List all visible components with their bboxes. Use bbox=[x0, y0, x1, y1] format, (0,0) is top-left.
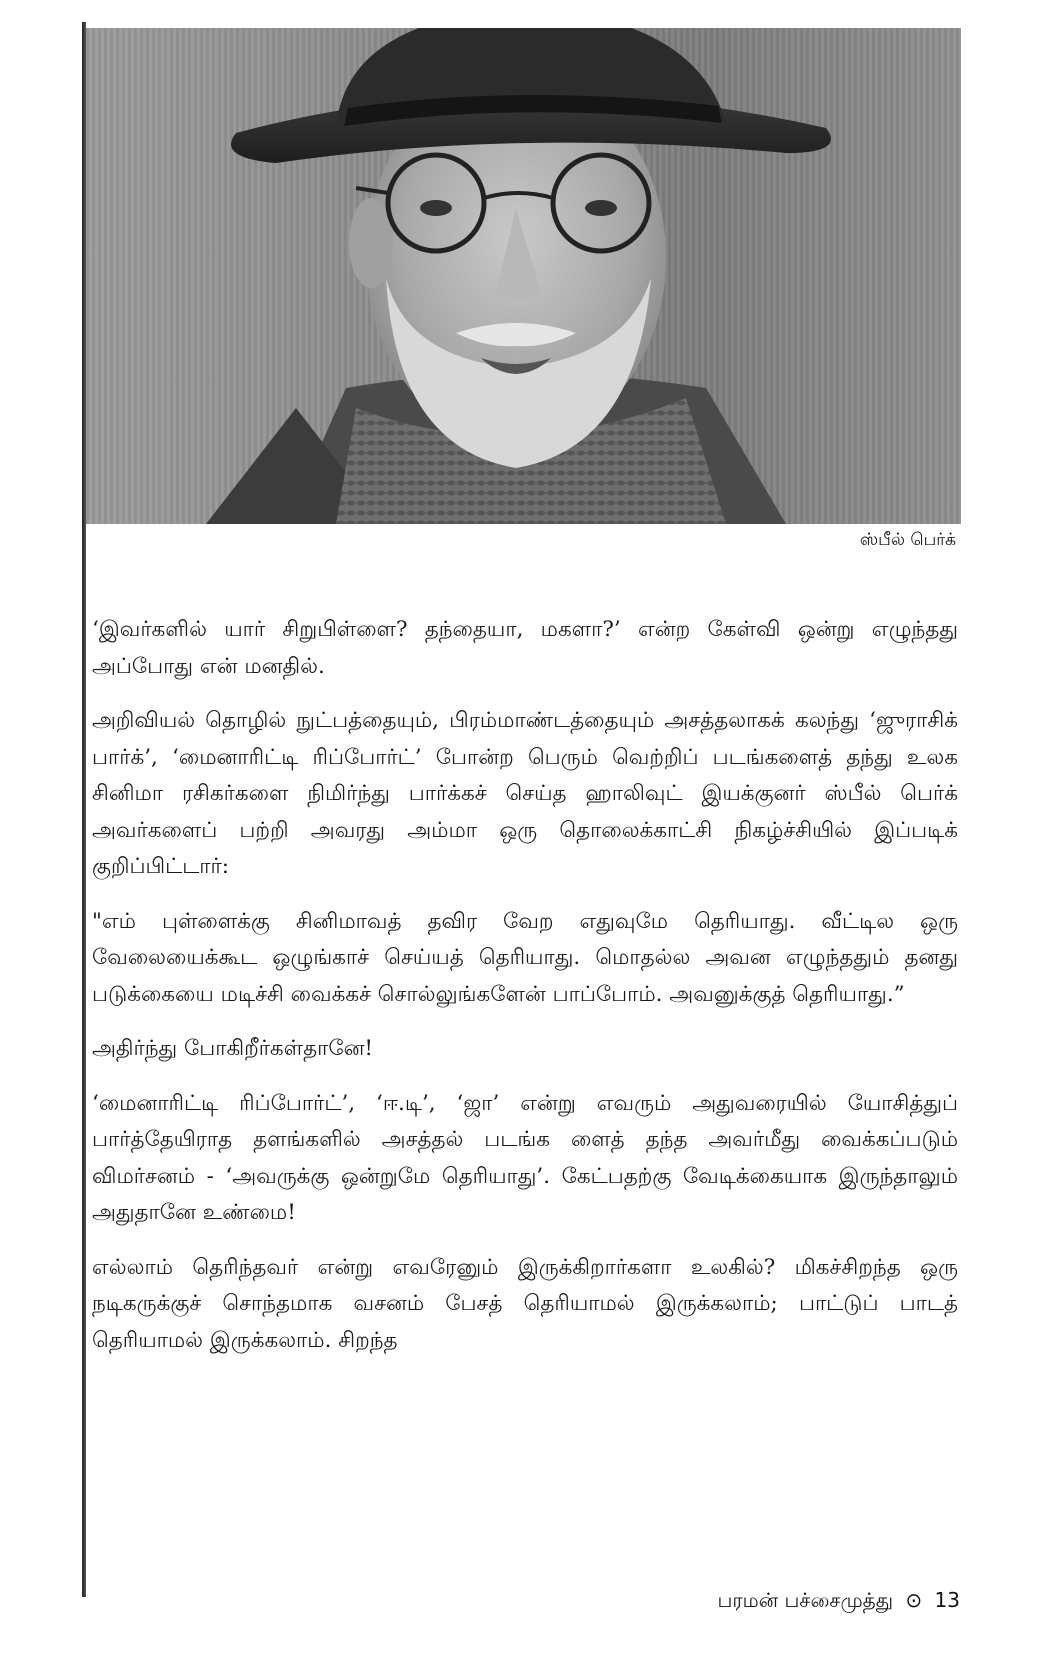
paragraph: அதிர்ந்து போகிறீர்கள்தானே! bbox=[92, 1036, 374, 1061]
paragraph: ‘மைனாரிட்டி ரிப்போர்ட்’, ‘ஈ.டி’, ‘ஜா’ என்று எவரும் அதுவரையில் யோசித்துப் பார்த்தேயிராத தளங்களில் அசத்தல் படங்க ளைத் தந்த அவர்மீது வைக்கப்படும் விமர்சனம் - ‘அவருக்கு ஒன்றுமே தெரியாது’. கேட்பதற்கு வேடிக்கையாக இருந்தாலும் அதுதானே உண்மை! bbox=[92, 1090, 958, 1225]
paragraph: அறிவியல் தொழில் நுட்பத்தையும், பிரம்மாண்டத்தையும் அசத்தலாகக் கலந்து ‘ஜுராசிக் பார்க்’, ‘மைனாரிட்டி ரிப்போர்ட்’ போன்ற பெரும் வெற்றிப் படங்களைத் தந்து உலக சினிமா ரசிகர்களை நிமிர்ந்து பார்க்கச் செய்த ஹாலிவுட் இயக்குனர் ஸ்பீல் பெர்க் அவர்களைப் பற்றி அவரது அம்மா ஒரு தொலைக்காட்சி நிகழ்ச்சியில் இப்படிக் குறிப்பிட்டார்: bbox=[92, 708, 958, 879]
paragraph: "எம் புள்ளைக்கு சினிமாவத் தவிர வேற எதுவுமே தெரியாது. வீட்டில ஒரு வேலையைக்கூட ஒழுங்காச் செய்யத் தெரியாது. மொதல்ல அவன எழுந்ததும் தனது படுக்கையை மடிச்சி வைக்கச் சொல்லுங்களேன் பாப்போம். அவனுக்குத் தெரியாது.” bbox=[92, 908, 958, 1007]
portrait-photo bbox=[86, 28, 961, 524]
page-footer bbox=[717, 1588, 960, 1615]
page-number: 13 bbox=[934, 1588, 960, 1612]
article-body bbox=[92, 612, 958, 1377]
portrait-illustration bbox=[86, 28, 961, 524]
footer-author: பரமன் பச்சைமுத்து bbox=[717, 1588, 894, 1612]
photo-caption: ஸ்பீல் பெர்க் bbox=[859, 530, 956, 550]
paragraph: எல்லாம் தெரிந்தவர் என்று எவரேனும் இருக்கிறார்களா உலகில்? மிகச்சிறந்த ஒரு நடிகருக்குச் சொந்தமாக வசனம் பேசத் தெரியாமல் இருக்கலாம்; பாட்டுப் பாடத் தெரியாமல் இருக்கலாம். சிறந்த bbox=[92, 1254, 958, 1353]
paragraph: ‘இவர்களில் யார் சிறுபிள்ளை? தந்தையா, மகளா?’ என்ற கேள்வி ஒன்று எழுந்தது அப்போது என் மனதில். bbox=[92, 617, 958, 679]
footer-separator-icon: ⊙ bbox=[905, 1588, 923, 1612]
